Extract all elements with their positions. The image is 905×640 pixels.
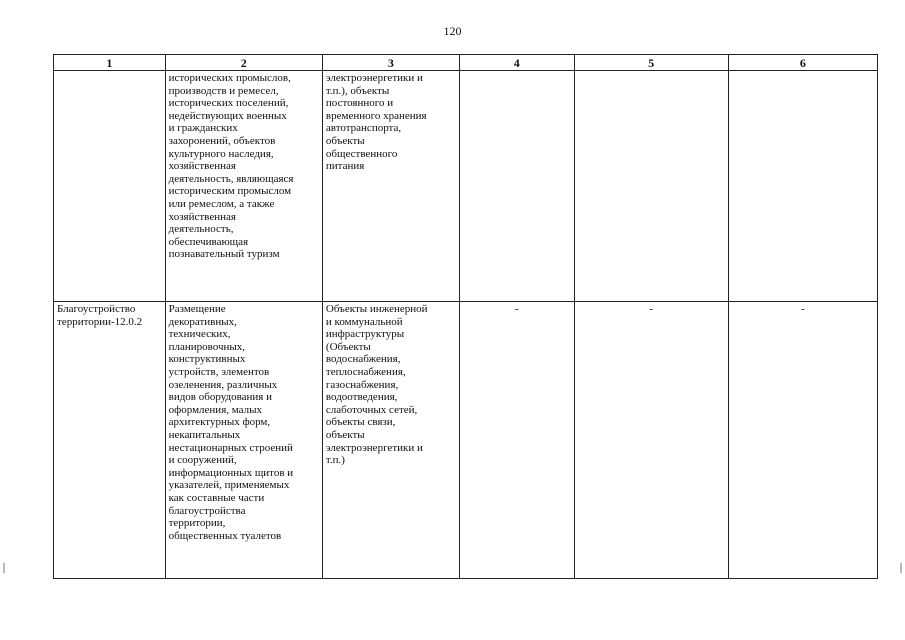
text-line: благоустройства [168,504,246,517]
text-line: культурного наследия, [168,147,274,160]
text-line: исторических промыслов, [168,72,291,84]
header-col-4: 4 [459,55,574,71]
text-line: планировочных, [168,340,246,353]
cell-description [165,71,322,302]
header-col-3: 3 [322,55,459,71]
page-number: 120 [443,24,462,38]
text-line: или ремеслом, а также [168,197,275,210]
cell-use-type [54,302,166,579]
regulations-table [53,54,878,579]
cell-col-4: - [459,302,574,579]
text-line: исторических поселений, [168,97,289,110]
table-row [54,302,878,579]
cell-col-6 [728,71,877,302]
text-line: электроэнергетики и [325,72,423,84]
header-col-1: 1 [54,55,166,71]
text-line: т.п.), объекты [325,84,390,97]
text-line: объекты [325,134,365,147]
text-line: производств и ремесел, [168,84,279,97]
text-line: водоотведения, [325,391,398,404]
scan-edge-mark-left [3,563,5,573]
text-line: и сооружений, [168,454,237,467]
text-line: объекты [325,428,365,441]
text-line: захоронений, объектов [168,134,276,147]
cell-description [165,302,322,579]
text-line: архитектурных форм, [168,416,271,429]
text-line: электроэнергетики и [325,441,423,454]
header-col-6: 6 [728,55,877,71]
cell-col-6: - [728,302,877,579]
text-line: т.п.) [325,454,345,467]
text-line: Благоустройство [57,303,136,315]
text-line: озеленения, различных [168,378,278,391]
text-line: конструктивных [168,353,246,366]
text-line: временного хранения [325,109,427,122]
text-line: общественных туалетов [168,529,282,542]
text-line: территории, [168,517,226,530]
text-line: обеспечивающая [168,235,249,248]
text-line: технических, [168,328,231,341]
table-row [54,71,878,302]
text-line: теплоснабжения, [325,365,406,378]
cell-col-5 [574,71,728,302]
text-line: территории-12.0.2 [57,315,143,328]
header-row [54,55,878,71]
text-line: и коммунальной [325,315,403,328]
text-line: питания [325,160,365,173]
text-line: видов оборудования и [168,391,273,404]
text-line: постоянного и [325,97,394,110]
text-line: автотранспорта, [325,122,402,135]
header-col-5: 5 [574,55,728,71]
text-line: историческим промыслом [168,185,292,198]
header-col-2: 2 [165,55,322,71]
text-line: оформления, малых [168,403,262,416]
text-line: объекты связи, [325,416,396,429]
text-line: общественного [325,147,398,160]
text-line: познавательный туризм [168,248,280,261]
text-line: как составные части [168,491,265,504]
text-line: газоснабжения, [325,378,399,391]
text-line: нестационарных строений [168,441,293,454]
cell-objects [322,302,459,579]
cell-col-5: - [574,302,728,579]
text-line: Объекты инженерной [325,303,428,315]
text-line: деятельность, [168,223,234,236]
text-line: информационных щитов и [168,466,294,479]
text-line: указателей, применяемых [168,479,290,492]
text-line: хозяйственная [168,160,236,173]
text-line: декоративных, [168,315,237,328]
text-line: водоснабжения, [325,353,401,366]
cell-col-4 [459,71,574,302]
text-line: устройств, элементов [168,365,270,378]
text-line: Размещение [168,303,226,315]
cell-objects [322,71,459,302]
text-line: инфраструктуры [325,328,405,341]
text-line: хозяйственная [168,210,236,223]
text-line: недействующих военных [168,109,287,122]
text-line: и гражданских [168,122,238,135]
cell-use-type [54,71,166,302]
text-line: (Объекты [325,340,371,353]
text-line: некапитальных [168,428,241,441]
text-line: деятельность, являющаяся [168,172,294,185]
text-line: слаботочных сетей, [325,403,418,416]
scan-edge-mark-right [900,563,902,573]
